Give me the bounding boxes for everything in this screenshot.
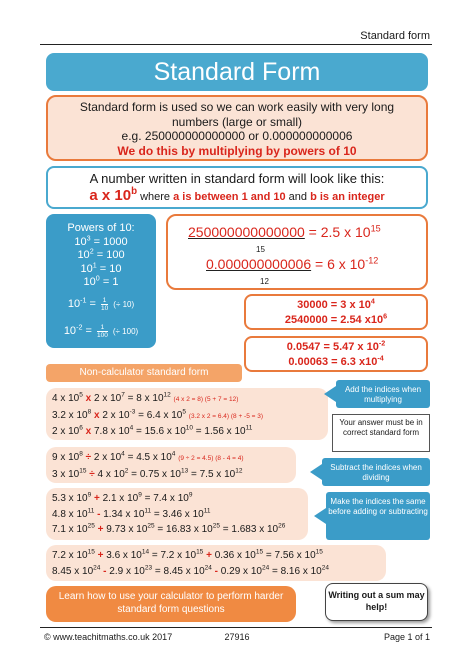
arrow-left-icon	[314, 508, 326, 524]
footer-copyright: © www.teachitmaths.co.uk 2017	[44, 632, 173, 642]
page-header-title: Standard form	[360, 30, 430, 42]
multiply-row: 2 x $10^6$ x 7.8 x $10^4 = 15.6$ x $10^{10} = 1.56$ x $10^{11}$	[52, 424, 253, 437]
example-row: 0.00063 = 6.3 $x10^{-4}$	[288, 354, 384, 368]
form-b-condition: b is an integer	[310, 191, 385, 203]
arrow-left-icon	[310, 464, 322, 480]
answer-note: Your answer must be in correct standard form	[332, 414, 430, 452]
mixed-index-box	[46, 545, 386, 581]
calculator-tip-box: Learn how to use your calculator to perform harder standard form questions	[46, 586, 296, 622]
add-indices-text: Add the indices when multiplying	[344, 385, 422, 404]
powers-of-ten-box	[46, 214, 156, 348]
multiply-row: 4 x $10^5$ x 2 x $10^7 = 8$ x $10^{12}$ (4 x 2 = 8) (5 + 7 = 12)	[52, 391, 239, 404]
divide-row: 3 x $10^{15} \div 4$ x $10^2 = 0.75$ x $10^{13} = 7.5$ x $10^{12}$	[52, 467, 243, 480]
main-title: Standard Form	[46, 53, 428, 91]
form-and: and	[285, 191, 311, 203]
footer-id: 27916	[224, 632, 250, 642]
addsub-row: 5.3 x $10^9 + 2.1$ x $10^9 = 7.4$ x $10^9$	[52, 491, 193, 504]
footer-page: Page 1 of 1	[383, 632, 430, 642]
examples-large-box	[244, 294, 428, 330]
addsub-row: 4.8 x $10^{11} - 1.34$ x $10^{11} = 3.46$ x $10^{11}$	[52, 507, 211, 520]
power-row: $10^1 = 10$	[80, 261, 122, 275]
example-large-count: 15	[256, 245, 265, 254]
example-row: 30000 = 3 x $10^4$	[297, 297, 375, 311]
writing-tip-note: Writing out a sum may help!	[325, 583, 428, 621]
form-expression: a x 10$^b$	[89, 186, 138, 204]
add-subtract-box	[46, 488, 308, 540]
multiply-box	[46, 388, 328, 440]
subtract-indices-note	[322, 458, 430, 486]
power-row: $10^3 = 1000$	[74, 233, 128, 248]
example-large: 250000000000000 = 2.5 x $10^{15}$	[188, 223, 381, 240]
intro-box	[46, 95, 428, 161]
powers-title: Powers of 10:	[67, 222, 135, 234]
header-rule	[40, 44, 432, 45]
make-same-note	[326, 492, 430, 540]
standard-form-definition	[46, 166, 428, 209]
form-where: where	[137, 191, 174, 203]
footer-rule	[40, 627, 432, 628]
power-row: $10^2 = 100$	[77, 247, 125, 262]
form-a-condition: a is between 1 and 10	[173, 191, 286, 203]
non-calculator-label: Non-calculator standard form	[46, 364, 242, 382]
power-row-negative: $10^{-2}$ = $\frac{1}{100}$ (÷ 100)	[63, 323, 139, 339]
example-small-count: 12	[260, 277, 269, 286]
example-small: 0.000000000006 = 6 x $10^{-12}$	[206, 255, 379, 272]
add-indices-note	[336, 380, 430, 408]
multiply-row: 3.2 x $10^8$ x 2 x $10^{-3} = 6.4$ x $10^5$ (3.2 x 2 = 6.4) (8 + -5 = 3)	[52, 408, 264, 421]
examples-small-box	[244, 336, 428, 372]
power-row-negative: $10^{-1}$ = $\frac{1}{10}$ (÷ 10)	[67, 296, 135, 312]
divide-box	[46, 447, 296, 483]
big-examples-box	[166, 214, 428, 290]
intro-line-3: e.g. 250000000000000 or 0.000000000006	[121, 129, 353, 143]
mixed-row: 8.45 x $10^{24} - 2.9$ x $10^{23} = 8.45$ x $10^{24} - 0.29$ x $10^{24} = 8.16$ x $10^{24}$	[52, 564, 329, 577]
divide-row: 9 x $10^8 \div 2$ x $10^4 = 4.5$ x $10^4$ (9 ÷ 2 = 4.5) (8 - 4 = 4)	[52, 450, 244, 463]
make-same-text: Make the indices the same before adding or subtracting	[328, 497, 428, 516]
intro-line-1: Standard form is used so we can work easily with very long	[79, 100, 395, 114]
example-row: 2540000 = 2.54 $x10^6$	[284, 312, 388, 326]
power-row: $10^0 = 1$	[83, 274, 119, 289]
example-row: 0.0547 = 5.47 x $10^{-2}$	[286, 339, 386, 353]
addsub-row: 7.1 x $10^{25} + 9.73$ x $10^{25} = 16.83$ x $10^{25} = 1.683$ x $10^{26}$	[52, 522, 286, 535]
subtract-indices-text: Subtract the indices when dividing	[330, 463, 422, 482]
form-line-1: A number written in standard form will look like this:	[89, 171, 385, 186]
arrow-left-icon	[324, 386, 336, 402]
intro-line-4: We do this by multiplying by powers of 10	[117, 143, 357, 158]
mixed-row: 7.2 x $10^{15} + 3.6$ x $10^{14} = 7.2$ x $10^{15} + 0.36$ x $10^{15} = 7.56$ x $10^{15}$	[52, 548, 323, 561]
intro-line-2: numbers (large or small)	[171, 114, 303, 129]
